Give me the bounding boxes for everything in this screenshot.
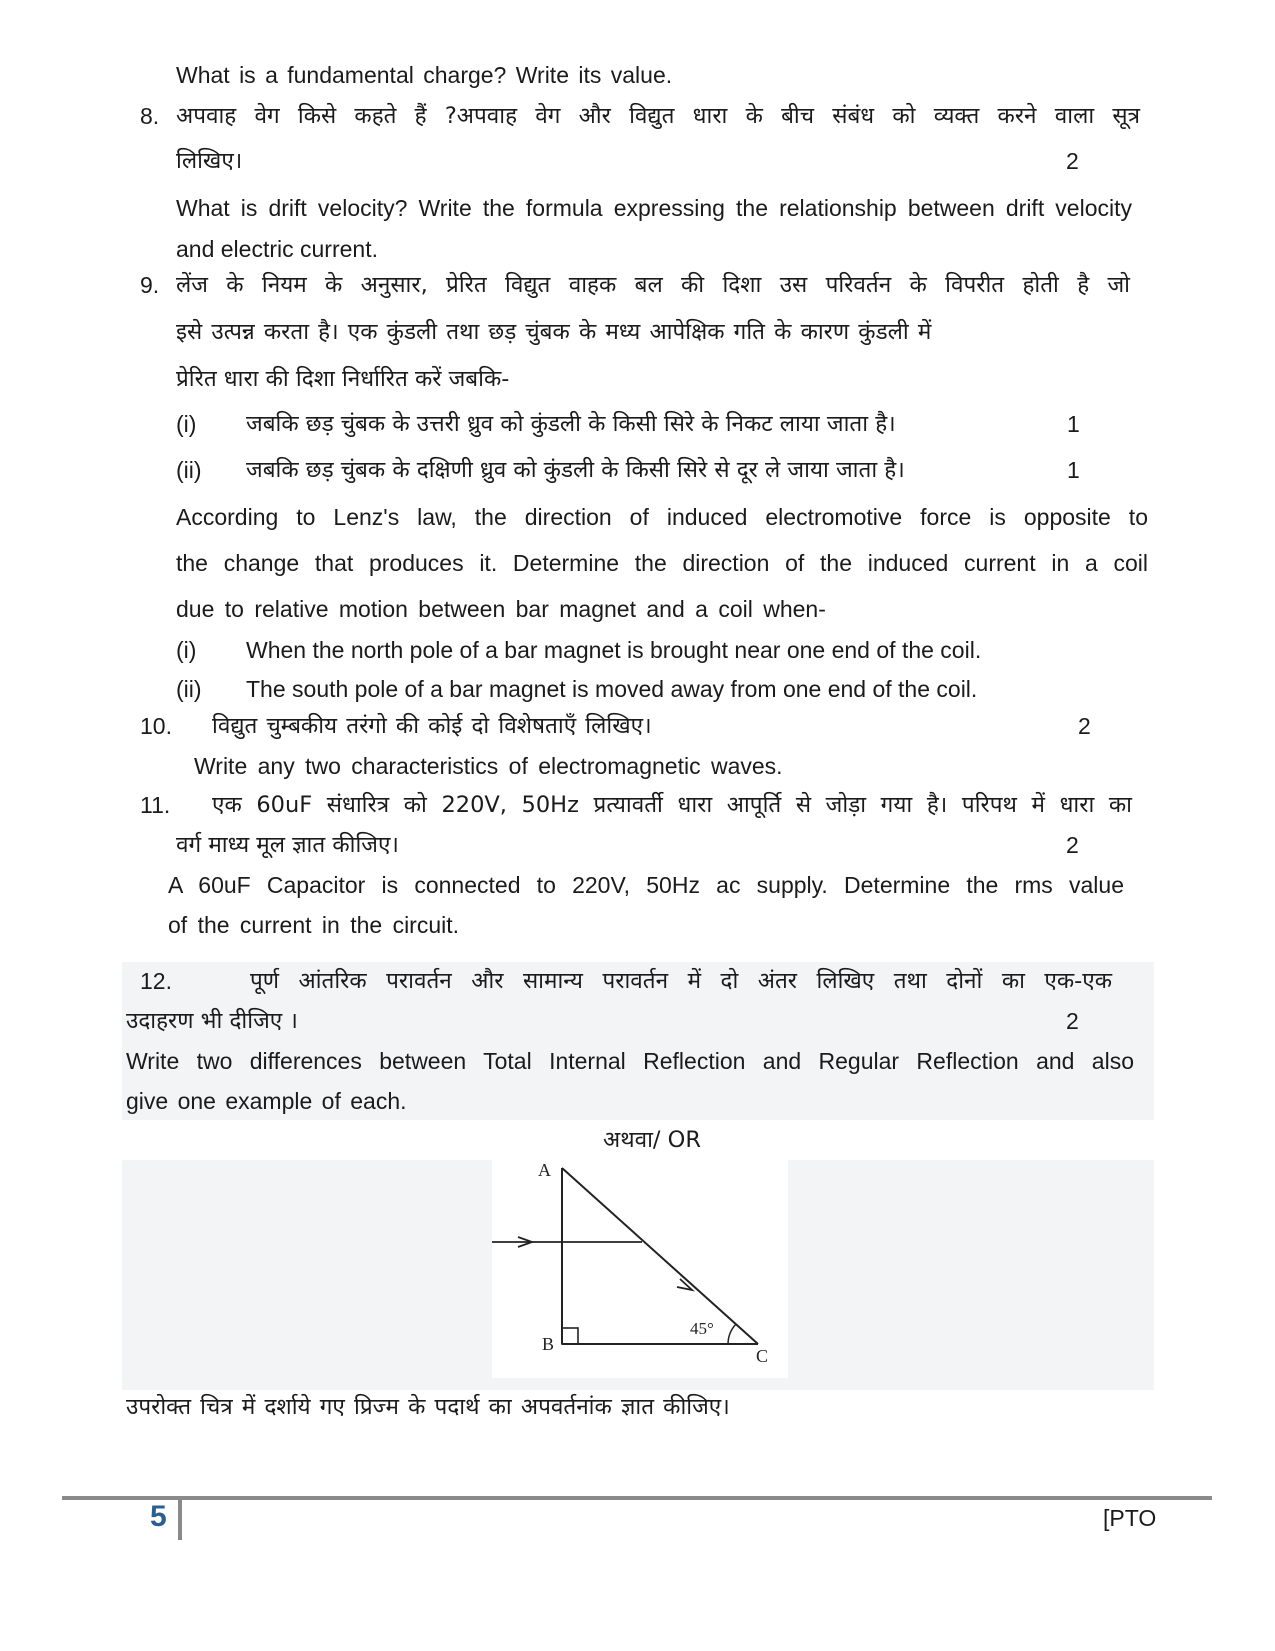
q8-hindi-line2: लिखिए।	[176, 148, 243, 174]
q9-sub-hindi-text: जबकि छड़ चुंबक के दक्षिणी ध्रुव को कुंडली के किसी सिरे से दूर ले जाया जाता है।	[246, 457, 905, 483]
q9-sub-english-text: When the north pole of a bar magnet is brought near one end of the coil.	[246, 637, 982, 663]
prism-figure-background	[492, 1160, 788, 1378]
q9-sub-english-label: (i)	[176, 637, 197, 663]
or-label: अथवा/ OR	[603, 1127, 701, 1153]
q12-english-line1: Write two differences between Total Internal Reflection and Regular Reflection and also	[126, 1048, 1134, 1074]
q9-sub-hindi-label: (i)	[176, 411, 197, 437]
vertex-label-c: C	[756, 1346, 769, 1366]
q11-hindi-line1: एक 60uF संधारित्र को 220V, 50Hz प्रत्यावर्ती धारा आपूर्ति से जोड़ा गया है। परिपथ में धारा का	[212, 792, 1132, 818]
q8-english-line2: and electric current.	[176, 236, 378, 262]
q9-hindi-line3: प्रेरित धारा की दिशा निर्धारित करें जबकि-	[176, 366, 510, 392]
q9-sub-hindi-marks: 1	[1067, 457, 1080, 483]
q8-number: 8.	[140, 103, 160, 129]
q9-sub-hindi-label: (ii)	[176, 457, 202, 483]
q9-number: 9.	[140, 272, 160, 298]
q8-marks: 2	[1066, 148, 1079, 174]
q10-marks: 2	[1078, 713, 1091, 739]
angle-label: 45°	[690, 1319, 714, 1338]
q11-english-line1: A 60uF Capacitor is connected to 220V, 50Hz ac supply. Determine the rms value	[168, 872, 1124, 898]
q9-hindi-line1: लेंज के नियम के अनुसार, प्रेरित विद्युत वाहक बल की दिशा उस परिवर्तन के विपरीत होती है जो	[176, 272, 1130, 298]
q7-english: What is a fundamental charge? Write its value.	[176, 62, 673, 88]
q12-hindi-line2: उदाहरण भी दीजिए ।	[126, 1008, 298, 1034]
q9-hindi-line2: इसे उत्पन्न करता है। एक कुंडली तथा छड़ चुंबक के मध्य आपेक्षिक गति के कारण कुंडली में	[176, 319, 932, 345]
q9-english-line3: due to relative motion between bar magnet and a coil when-	[176, 596, 826, 622]
q8-english-line1: What is drift velocity? Write the formula expressing the relationship between drift velocity	[176, 195, 1132, 221]
pto-label: [PTO	[1103, 1505, 1157, 1531]
page-number-bar	[178, 1498, 182, 1540]
q11-hindi-line2: वर्ग माध्य मूल ज्ञात कीजिए।	[176, 832, 399, 858]
q9-sub-english-text: The south pole of a bar magnet is moved away from one end of the coil.	[246, 676, 978, 702]
q12-hindi-line1: पूर्ण आंतरिक परावर्तन और सामान्य परावर्तन में दो अंतर लिखिए तथा दोनों का एक-एक	[250, 968, 1112, 994]
q12-english-line2: give one example of each.	[126, 1088, 407, 1114]
vertex-label-b: B	[542, 1334, 555, 1354]
q9-sub-english-label: (ii)	[176, 676, 202, 702]
q9-sub-hindi-marks: 1	[1067, 411, 1080, 437]
q11-number: 11.	[140, 792, 171, 818]
q8-hindi-line1: अपवाह वेग किसे कहते हैं ?अपवाह वेग और विद्युत धारा के बीच संबंध को व्यक्त करने वाला सूत्र	[176, 103, 1140, 129]
q11-marks: 2	[1066, 832, 1079, 858]
page-number: 5	[150, 1500, 167, 1533]
or-question-hindi: उपरोक्त चित्र में दर्शाये गए प्रिज्म के पदार्थ का अपवर्तनांक ज्ञात कीजिए।	[126, 1394, 730, 1420]
vertex-label-a: A	[538, 1160, 551, 1180]
q10-number: 10.	[140, 713, 172, 739]
q12-number: 12.	[140, 968, 172, 994]
q9-english-line2: the change that produces it. Determine the direction of the induced current in a coil	[176, 550, 1148, 576]
q11-english-line2: of the current in the circuit.	[168, 912, 460, 938]
q9-english-line1: According to Lenz's law, the direction of induced electromotive force is opposite to	[176, 504, 1148, 530]
q12-marks: 2	[1066, 1008, 1079, 1034]
q10-english: Write any two characteristics of electromagnetic waves.	[194, 753, 783, 779]
q9-sub-hindi-text: जबकि छड़ चुंबक के उत्तरी ध्रुव को कुंडली के किसी सिरे के निकट लाया जाता है।	[246, 411, 896, 437]
footer-rule	[62, 1496, 1212, 1500]
q10-hindi: विद्युत चुम्बकीय तरंगो की कोई दो विशेषताएँ लिखिए।	[212, 713, 652, 739]
prism-figure	[492, 1160, 788, 1378]
